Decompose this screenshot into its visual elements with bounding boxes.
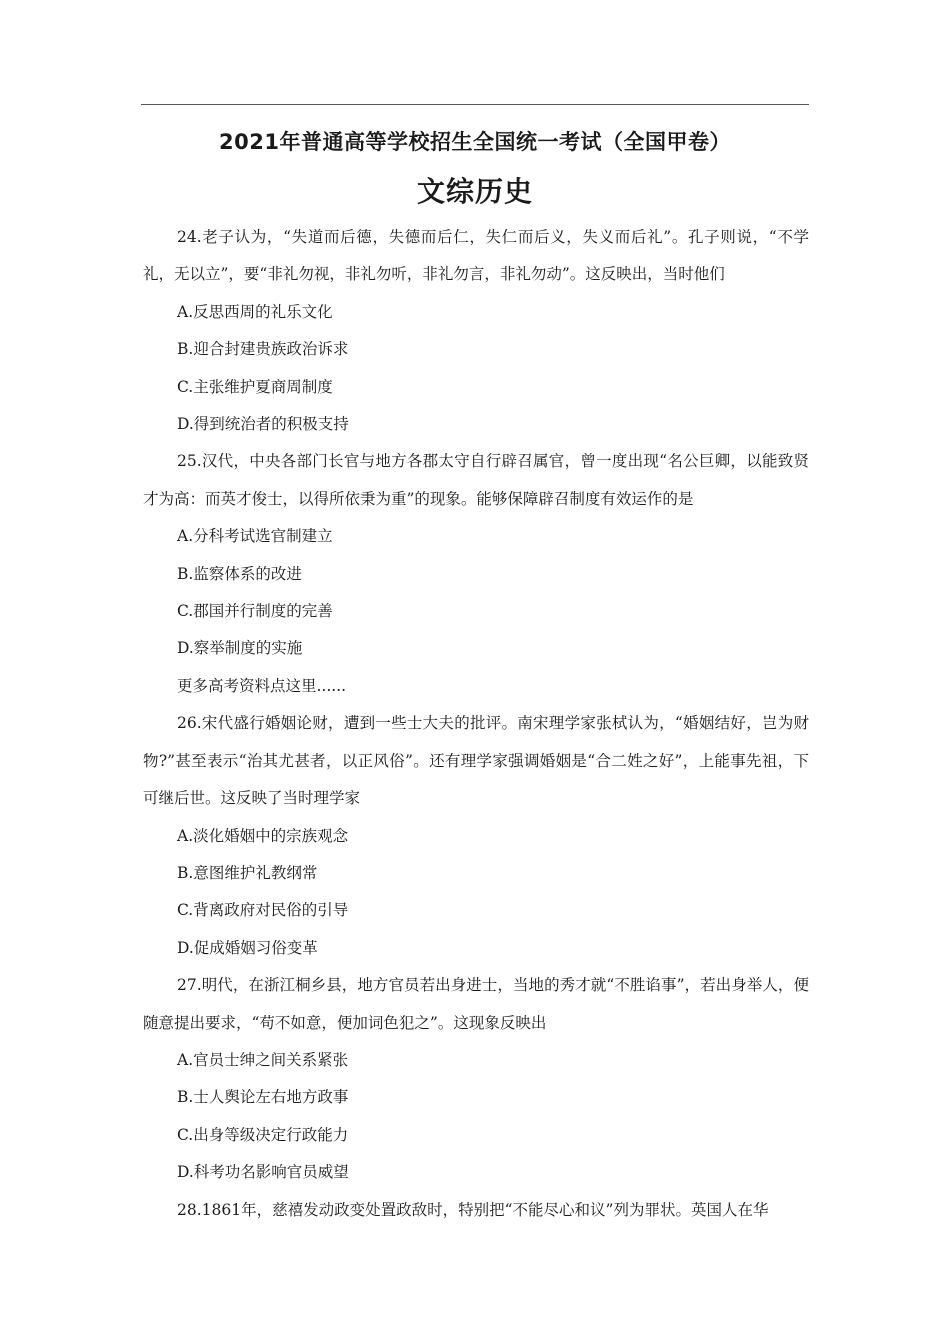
question-28-stem: 28.1861年，慈禧发动政变处置政敌时，特别把“不能尽心和议”列为罪状。英国人在华 [177,1200,769,1219]
question-27-stem: 27.明代，在浙江桐乡县，地方官员若出身进士，当地的秀才就“不胜谄事”，若出身举人，便随意提出要求，“苟不如意，便加词色犯之”。这现象反映出 [143,976,809,1032]
question-25-stem: 25.汉代，中央各部门长官与地方各郡太守自行辟召属官，曾一度出现“名公巨卿，以能致贤才为高：而英才俊士，以得所依秉为重”的现象。能够保障辟召制度有效运作的是 [143,452,809,508]
promo-link[interactable]: 更多高考资料点这里...... [177,676,347,695]
question-26-option-b: B.意图维护礼教纲常 [177,863,318,882]
question-25-option-a: A.分科考试选官制建立 [177,527,333,546]
question-27-option-d: D.科考功名影响官员威望 [177,1163,349,1182]
question-26-option-a: A.淡化婚姻中的宗族观念 [177,826,349,845]
question-26-option-c: C.背离政府对民俗的引导 [177,901,349,920]
question-27-option-c: C.出身等级决定行政能力 [177,1125,349,1144]
question-24-option-d: D.得到统治者的积极支持 [177,415,349,434]
question-24-option-a: A.反思西周的礼乐文化 [177,302,333,321]
subject-title: 文综历史 [416,175,533,208]
question-26-option-d: D.促成婚姻习俗变革 [177,938,318,957]
question-24-option-b: B.迎合封建贵族政治诉求 [177,340,349,359]
document-body [143,219,809,1229]
question-24-option-c: C.主张维护夏商周制度 [177,377,333,396]
question-24-stem: 24.老子认为，“失道而后德，失德而后仁，失仁而后义，失义而后礼”。孔子则说，“不学礼，无以立”，要“非礼勿视，非礼勿听，非礼勿言，非礼勿动”。这反映出，当时他们 [143,228,809,284]
question-27-option-a: A.官员士绅之间关系紧张 [177,1050,349,1069]
question-25-option-b: B.监察体系的改进 [177,564,302,583]
question-25-option-c: C.郡国并行制度的完善 [177,602,333,621]
exam-title: 2021年普通高等学校招生全国统一考试（全国甲卷） [219,130,731,154]
question-26-stem: 26.宋代盛行婚姻论财，遭到一些士大夫的批评。南宋理学家张栻认为，“婚姻结好，岂为财物?”甚至表示“治其尤甚者，以正风俗”。还有理学家强调婚姻是“合二姓之好”，上能事先祖，下可继后世。这反映了当时理学家 [143,714,809,808]
question-27-option-b: B.士人舆论左右地方政事 [177,1088,349,1107]
question-25-option-d: D.察举制度的实施 [177,639,303,658]
header-rule [141,104,809,105]
